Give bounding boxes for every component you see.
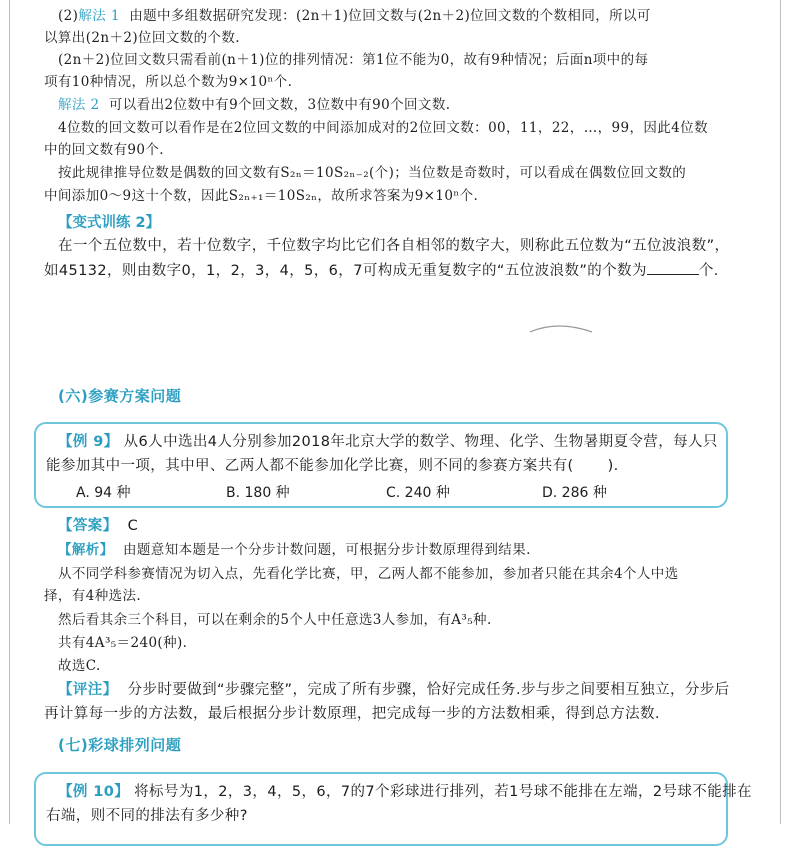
option-a: A. 94 种 [76,485,131,501]
variant-training-heading: 【变式训练 2】 [58,215,161,231]
option-c: C. 240 种 [386,485,450,501]
analysis-line5: 共有4A³₅＝240(种). [58,635,188,651]
decorative-stroke-icon [528,318,594,340]
analysis-line1: 【解析】 由题意知本题是一个分步计数问题，可根据分步计数原理得到结果. [58,542,531,558]
example9-label: 【例 9】 [58,434,119,450]
analysis-line4: 然后看其余三个科目，可以在剩余的5个人中任意选3人参加，有A³₅种. [58,612,492,628]
answer-blank [647,260,699,275]
comment-label: 【评注】 [58,682,118,698]
example9-line2: 能参加其中一项，其中甲、乙两人都不能参加化学比赛，则不同的参赛方案共有( ). [46,458,619,474]
solution1-label: 解法 1 [78,8,120,24]
example9-box [34,422,728,508]
solution1-line4: 项有10种情况，所以总个数为9×10ⁿ个. [44,74,293,90]
answer-label: 【答案】 [58,518,118,534]
page-edge-right [780,0,781,824]
example10-line2: 右端，则不同的排法有多少种? [46,808,248,824]
option-b: B. 180 种 [226,485,290,501]
solution2-line5: 中间添加0～9这十个数，因此S₂ₙ₊₁＝10S₂ₙ，故所求答案为9×10ⁿ个. [44,188,479,204]
analysis-line6: 故选C. [58,658,101,674]
example9-line1: 【例 9】 从6人中选出4人分别参加2018年北京大学的数学、物理、化学、生物暑期夏令营，每人只 [58,434,718,450]
analysis-line2: 从不同学科参赛情况为切入点，先看化学比赛，甲，乙两人都不能参加，参加者只能在其余4个人中选 [58,566,679,582]
analysis-label: 【解析】 [58,542,114,558]
solution1-line2: 以算出(2n＋2)位回文数的个数. [44,30,240,46]
section6-title: (六)参赛方案问题 [58,387,182,405]
comment-line1: 【评注】 分步时要做到“步骤完整”，完成了所有步骤，恰好完成任务.步与步之间要相互独立，分步后 [58,682,730,698]
comment-line2: 再计算每一步的方法数，最后根据分步计数原理，把完成每一步的方法数相乘，得到总方法数. [44,706,660,722]
option-d: D. 286 种 [542,485,607,501]
solution2-line3: 中的回文数有90个. [44,142,164,158]
answer-line [58,516,138,536]
variant-line2: 如45132，则由数字0，1，2，3，4，5，6，7可构成无重复数字的“五位波浪数”的个数为 个. [44,260,719,281]
solution2-line4: 按此规律推导位数是偶数的回文数有S₂ₙ＝10S₂ₙ₋₂(个)；当位数是奇数时，可以看成在偶数位回文数的 [58,165,687,181]
variant-line1: 在一个五位数中，若十位数字，千位数字均比它们各自相邻的数字大，则称此五位数为“五位波浪数”， [58,238,730,254]
analysis-line3: 择，有4种选法. [44,588,142,604]
solution2-line2: 4位数的回文数可以看作是在2位回文数的中间添加成对的2位回文数：00，11，22，…，99，因此4位数 [58,120,708,136]
solution1-line1: (2)解法 1 由题中多组数据研究发现：(2n＋1)位回文数与(2n＋2)位回文数的个数相同，所以可 [58,8,651,24]
example10-line1: 【例 10】 将标号为1，2，3，4，5，6，7的7个彩球进行排列，若1号球不能排在左端，2号球不能排在 [58,784,752,800]
answer-value: C [127,518,139,534]
solution1-line3: (2n＋2)位回文数只需看前(n＋1)位的排列情况：第1位不能为0，故有9种情况；后面n项中的每 [58,52,649,68]
solution2-line1: 解法 2 可以看出2位数中有9个回文数，3位数中有90个回文数. [58,97,451,113]
example10-label: 【例 10】 [58,784,130,800]
solution2-label: 解法 2 [58,97,100,113]
page-edge-left [9,0,10,824]
example10-box [34,772,752,846]
section7-title: (七)彩球排列问题 [58,736,182,754]
